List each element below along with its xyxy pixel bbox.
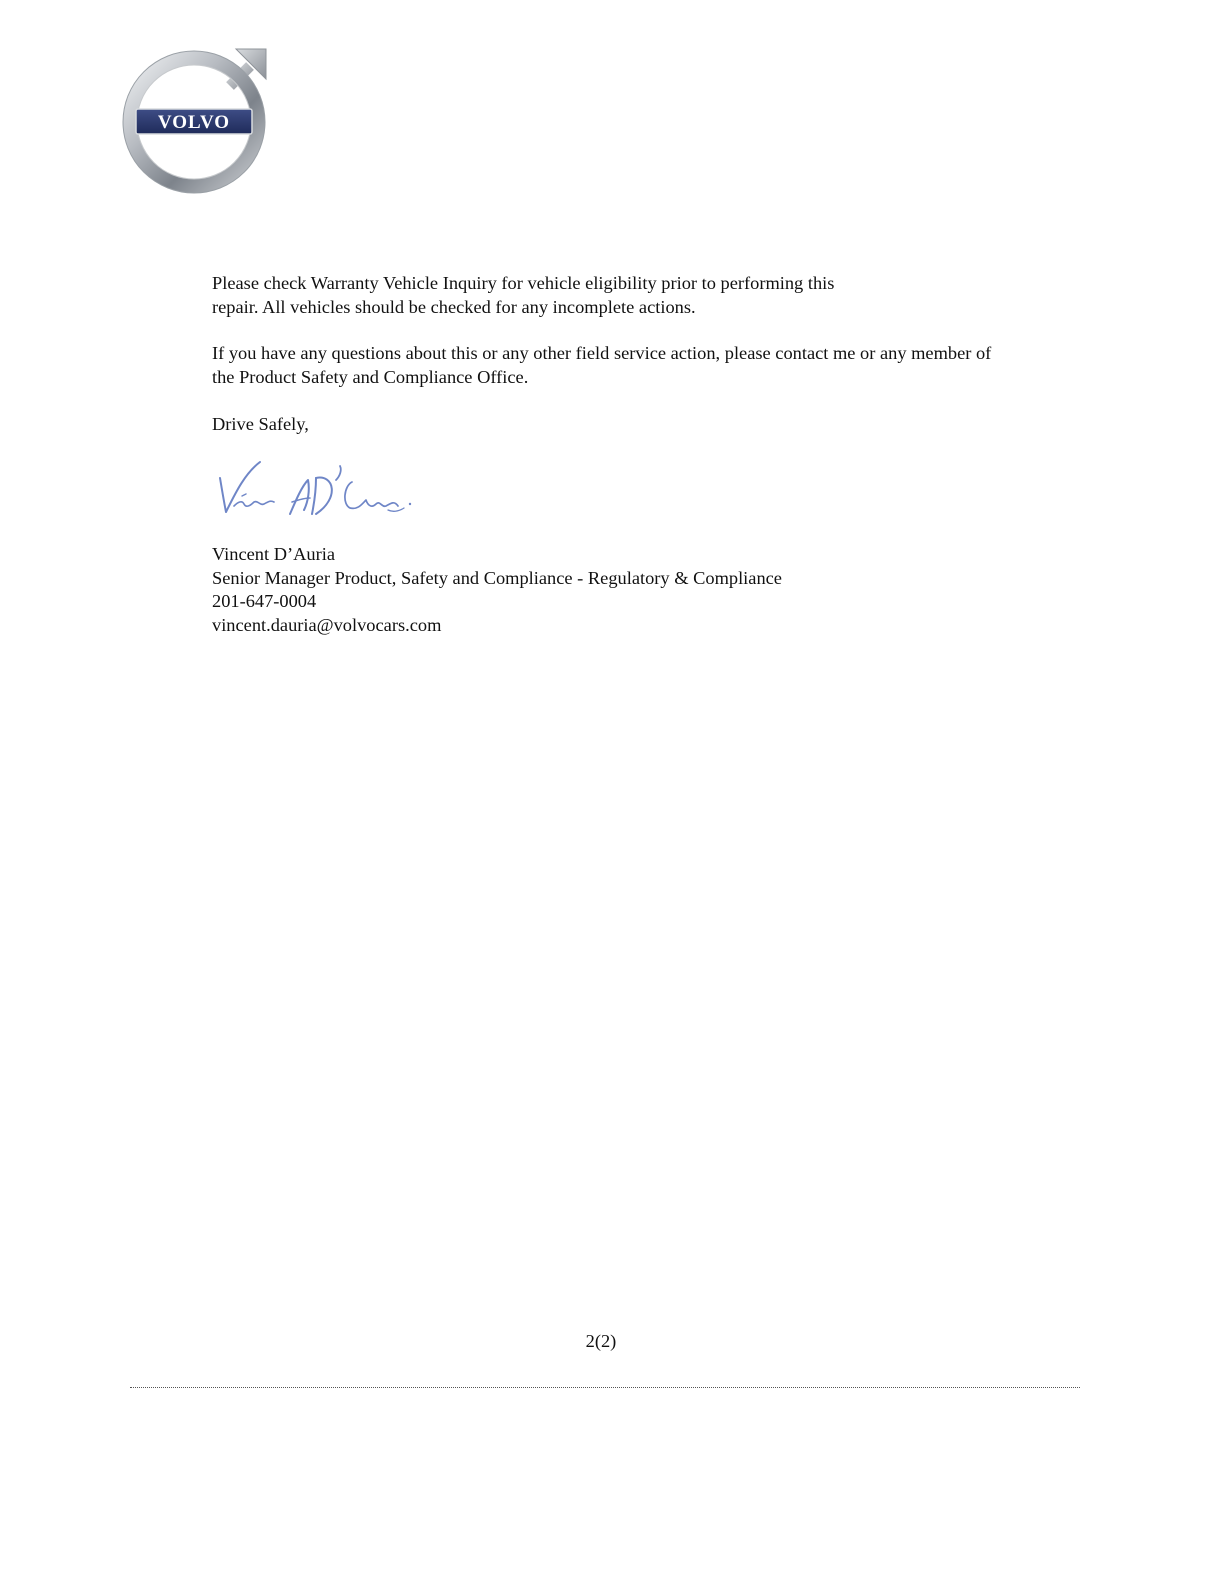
contact-line-2: the Product Safety and Compliance Office. xyxy=(212,366,529,387)
volvo-logo-text: VOLVO xyxy=(157,112,231,133)
eligibility-paragraph xyxy=(212,272,1092,319)
eligibility-line-2: repair. All vehicles should be checked for any incomplete actions. xyxy=(212,296,696,317)
contact-line-1: If you have any questions about this or any other field service action, please contact me or any member of xyxy=(212,343,992,363)
signer-block xyxy=(212,543,1092,637)
handwritten-signature xyxy=(212,456,418,522)
volvo-logo xyxy=(118,44,270,198)
signer-title: Senior Manager Product, Safety and Compliance - Regulatory & Compliance xyxy=(212,567,782,588)
footer-divider xyxy=(130,1387,1080,1388)
signer-name: Vincent D’Auria xyxy=(212,544,335,564)
closing-line: Drive Safely, xyxy=(212,414,309,434)
contact-paragraph xyxy=(212,342,1092,389)
signer-phone: 201-647-0004 xyxy=(212,591,317,611)
signer-email[interactable]: vincent.dauria@volvocars.com xyxy=(212,614,442,635)
eligibility-line-1: Please check Warranty Vehicle Inquiry for vehicle eligibility prior to performing this xyxy=(212,273,835,293)
page-number: 2(2) xyxy=(585,1331,617,1351)
